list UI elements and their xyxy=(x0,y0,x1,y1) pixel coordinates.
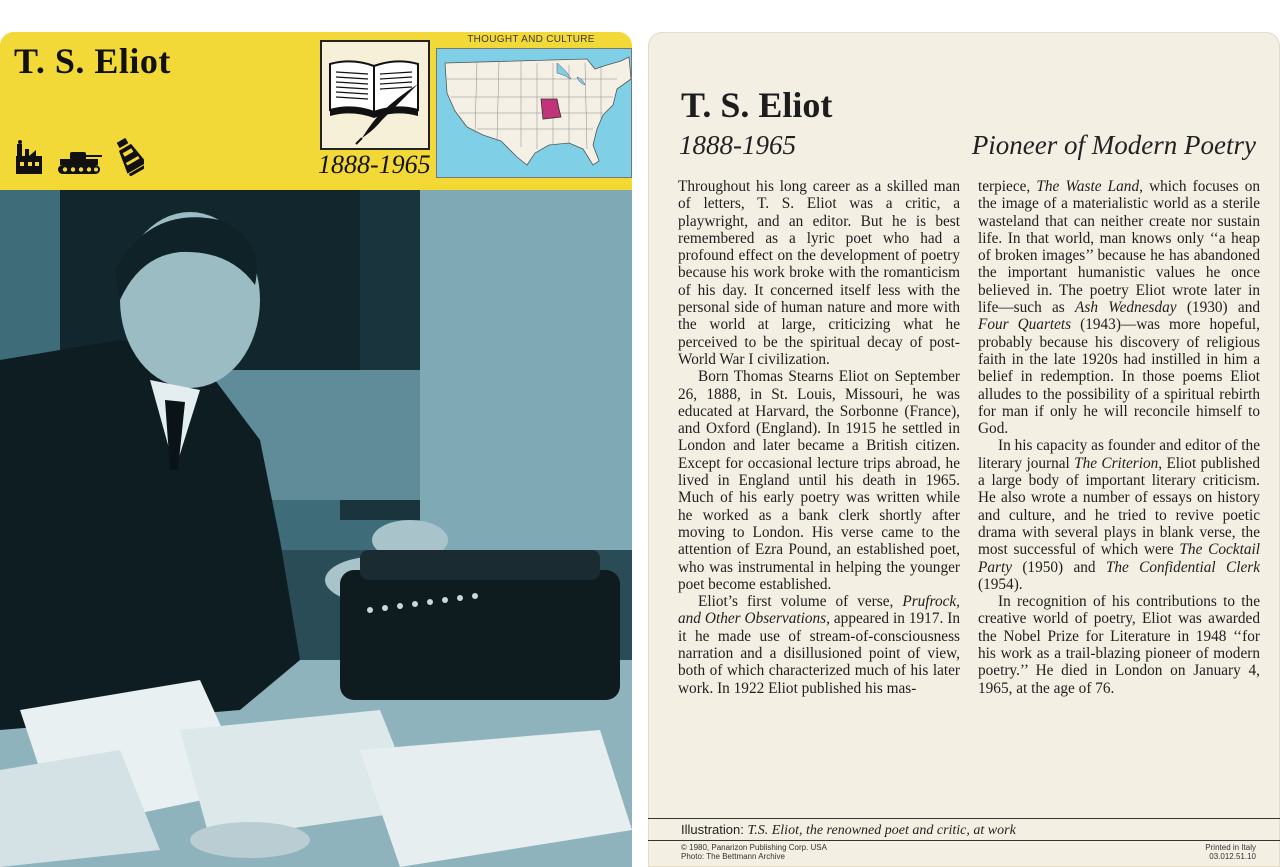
card-code: 03.012.51.10 xyxy=(1209,851,1256,861)
divider xyxy=(648,840,1280,841)
paragraph: Born Thomas Stearns Eliot on September 26, 1888, in St. Louis, Missouri, he was educated at Harvard, the Sorbonne (France), and Oxford (England). In 1915 he settled in London and later became a British citizen. Except for occasional lecture trips abroad, he lived in England until his death in 1965. Much of his early poetry was written while he worked as a bank clerk shortly after moving to London. His verse came to the attention of Ezra Pound, an established poet, who was instrumental in helping the younger poet become established. xyxy=(678,368,960,593)
back-title: T. S. Eliot xyxy=(681,85,833,125)
illustration-caption: Illustration: T.S. Eliot, the renowned poet and critic, at work xyxy=(681,822,1016,838)
portrait-photo xyxy=(0,190,632,867)
text-column-right xyxy=(978,178,1260,697)
copyright-block xyxy=(681,844,827,861)
front-header xyxy=(0,32,632,184)
paragraph: In recognition of his contributions to the creative world of poetry, Eliot was awarded the Nobel Prize for Literature in 1948 ‘‘for his work as a trail-blazing pioneer of modern poetry.’’ He died in London on January 4, 1965, at the age of 76. xyxy=(978,593,1260,697)
factory-icon xyxy=(14,140,44,176)
capsule-icon xyxy=(116,136,144,176)
copyright-text: © 1980, Panarizon Publishing Corp. USA xyxy=(681,843,827,852)
usa-map xyxy=(436,48,632,178)
print-info xyxy=(1205,844,1256,861)
back-subtitle: Pioneer of Modern Poetry xyxy=(971,130,1256,160)
category-label: THOUGHT AND CULTURE xyxy=(467,34,595,45)
paragraph: Throughout his long career as a skilled man of letters, T. S. Eliot was a critic, a playwright, and an editor. But he is best remembered as a lyric poet who had a profound effect on the development of poetry because his work broke with the romanticism of his day. It concerned itself less with the personal side of human nature and more with the world at large, criticizing what he perceived to be the spiritual decay of post-World War I civilization. xyxy=(678,178,960,368)
text-column-left xyxy=(678,178,960,697)
book-quill-icon xyxy=(322,42,428,148)
back-card xyxy=(648,32,1280,867)
back-years: 1888-1965 xyxy=(679,130,796,160)
printed-in: Printed in Italy xyxy=(1205,843,1256,852)
front-years: 1888-1965 xyxy=(318,150,431,179)
paragraph: In his capacity as founder and editor of the literary journal The Criterion, Eliot published a large body of important literary criticism. He also wrote a number of essays on history and culture, and he tried to revive poetic drama with several plays in blank verse, the most successful of which were The Cocktail Party (1950) and The Confidential Clerk (1954). xyxy=(978,437,1260,593)
paragraph: terpiece, The Waste Land, which focuses on the image of a materialistic world as a sterile wasteland that can neither create nor sustain life. In that world, man knows only ‘‘a heap of broken images’’ because he has abandoned the important humanistic values he once believed in. The poetry Eliot wrote later in life—such as Ash Wednesday (1930) and Four Quartets (1943)—was more hopeful, probably because his discovery of religious faith in the late 1920s had instilled in him a belief in redemption. In those poems Eliot alludes to the possibility of a spiritual rebirth for man if only he will reconcile himself to God. xyxy=(978,178,1260,438)
category-icons xyxy=(14,136,144,176)
book-quill-emblem xyxy=(320,40,430,150)
tank-icon xyxy=(56,148,104,176)
front-card xyxy=(0,32,632,867)
paragraph: Eliot’s first volume of verse, Prufrock, and Other Observations, appeared in 1917. In it he made use of stream-of-consciousness narration and a disillusioned point of view, both of which characterized much of his later work. In 1922 Eliot published his mas- xyxy=(678,593,960,697)
photo-credit: Photo: The Bettmann Archive xyxy=(681,851,785,861)
divider xyxy=(648,818,1280,819)
front-title: T. S. Eliot xyxy=(14,41,171,81)
